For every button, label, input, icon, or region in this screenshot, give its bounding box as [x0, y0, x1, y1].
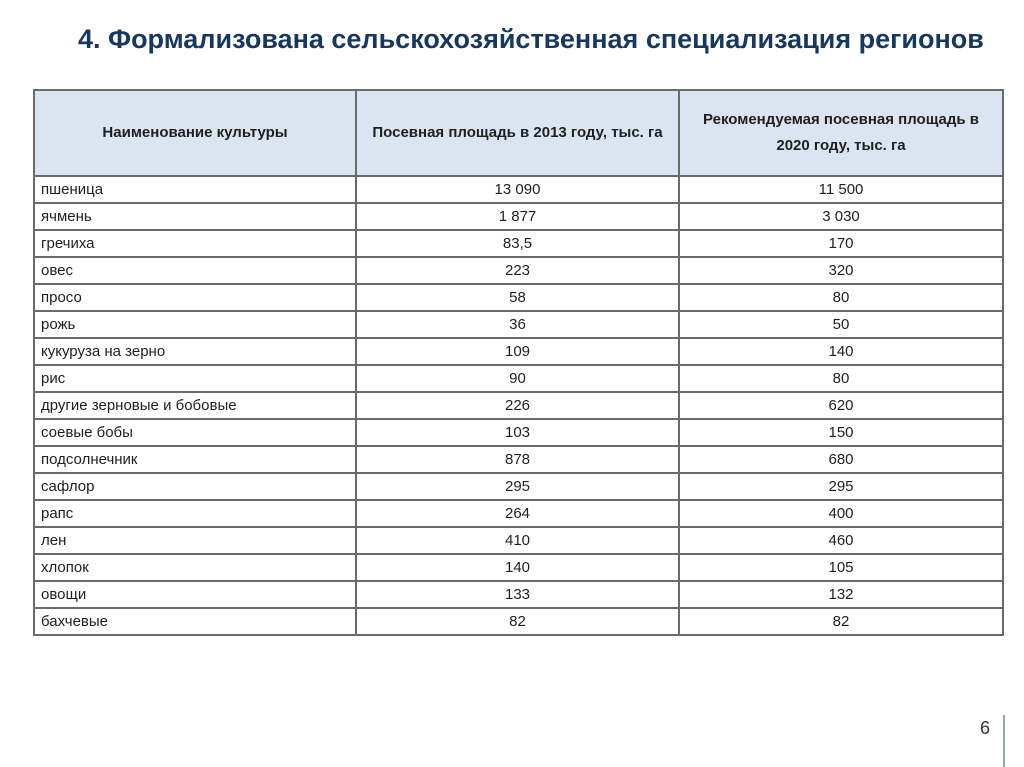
area-2013-cell: 223: [356, 257, 679, 284]
crop-name-cell: овес: [34, 257, 356, 284]
crop-name-cell: пшеница: [34, 176, 356, 203]
crop-name-cell: овощи: [34, 581, 356, 608]
area-2020-cell: 82: [679, 608, 1003, 635]
area-2013-cell: 103: [356, 419, 679, 446]
area-2013-cell: 58: [356, 284, 679, 311]
area-2020-cell: 80: [679, 284, 1003, 311]
header-area-2013: Посевная площадь в 2013 году, тыс. га: [356, 90, 679, 176]
table-row: [34, 500, 1003, 527]
crop-name-cell: сафлор: [34, 473, 356, 500]
area-2013-cell: 226: [356, 392, 679, 419]
area-2013-cell: 1 877: [356, 203, 679, 230]
table-row: [34, 230, 1003, 257]
table-row: [34, 446, 1003, 473]
area-2013-cell: 264: [356, 500, 679, 527]
crop-name-cell: рапс: [34, 500, 356, 527]
area-2020-cell: 460: [679, 527, 1003, 554]
area-2013-cell: 295: [356, 473, 679, 500]
table-row: [34, 473, 1003, 500]
crop-name-cell: рожь: [34, 311, 356, 338]
area-2013-cell: 13 090: [356, 176, 679, 203]
area-2013-cell: 83,5: [356, 230, 679, 257]
table-row: [34, 257, 1003, 284]
crop-name-cell: другие зерновые и бобовые: [34, 392, 356, 419]
area-2020-cell: 50: [679, 311, 1003, 338]
table-row: [34, 203, 1003, 230]
table-row: [34, 392, 1003, 419]
area-2020-cell: 170: [679, 230, 1003, 257]
crop-name-cell: рис: [34, 365, 356, 392]
area-2020-cell: 620: [679, 392, 1003, 419]
crop-name-cell: хлопок: [34, 554, 356, 581]
table-row: [34, 311, 1003, 338]
area-2020-cell: 320: [679, 257, 1003, 284]
area-2013-cell: 140: [356, 554, 679, 581]
table-row: [34, 527, 1003, 554]
area-2020-cell: 105: [679, 554, 1003, 581]
table-row: [34, 365, 1003, 392]
table-row: [34, 608, 1003, 635]
table-row: [34, 419, 1003, 446]
area-2020-cell: 295: [679, 473, 1003, 500]
table-row: [34, 338, 1003, 365]
area-2020-cell: 11 500: [679, 176, 1003, 203]
crop-area-table: [33, 89, 1004, 636]
area-2020-cell: 680: [679, 446, 1003, 473]
slide-edge-divider: [1003, 715, 1005, 767]
area-2013-cell: 109: [356, 338, 679, 365]
table-row: [34, 554, 1003, 581]
crop-name-cell: кукуруза на зерно: [34, 338, 356, 365]
area-2020-cell: 400: [679, 500, 1003, 527]
slide-title: 4. Формализована сельскохозяйственная специализация регионов: [78, 24, 984, 54]
area-2013-cell: 90: [356, 365, 679, 392]
table-row: [34, 581, 1003, 608]
crop-name-cell: бахчевые: [34, 608, 356, 635]
area-2013-cell: 82: [356, 608, 679, 635]
crop-name-cell: лен: [34, 527, 356, 554]
area-2020-cell: 150: [679, 419, 1003, 446]
table-row: [34, 284, 1003, 311]
header-area-2020: Рекомендуемая посевная площадь в 2020 году, тыс. га: [679, 90, 1003, 176]
crop-name-cell: ячмень: [34, 203, 356, 230]
table-row: [34, 176, 1003, 203]
area-2013-cell: 878: [356, 446, 679, 473]
crop-name-cell: соевые бобы: [34, 419, 356, 446]
area-2020-cell: 140: [679, 338, 1003, 365]
area-2020-cell: 132: [679, 581, 1003, 608]
area-2020-cell: 3 030: [679, 203, 1003, 230]
crop-name-cell: просо: [34, 284, 356, 311]
area-2013-cell: 36: [356, 311, 679, 338]
page-number: 6: [980, 718, 991, 738]
area-2013-cell: 410: [356, 527, 679, 554]
table-header-row: [34, 90, 1003, 176]
header-crop-name: Наименование культуры: [34, 90, 356, 176]
crop-name-cell: гречиха: [34, 230, 356, 257]
area-2020-cell: 80: [679, 365, 1003, 392]
area-2013-cell: 133: [356, 581, 679, 608]
crop-name-cell: подсолнечник: [34, 446, 356, 473]
